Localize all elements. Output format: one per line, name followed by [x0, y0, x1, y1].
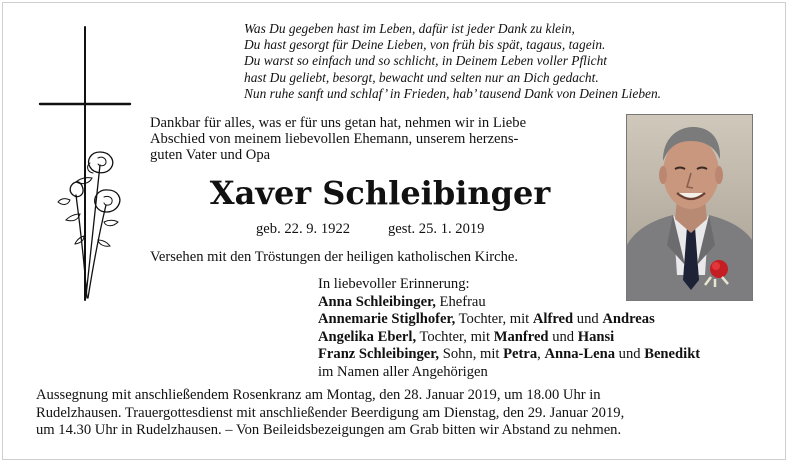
connector-text: und — [615, 346, 645, 363]
connector-text: und — [548, 328, 578, 345]
connector-text: , — [537, 346, 545, 363]
mourner-relation: Tochter, mit — [416, 328, 494, 345]
mourner-name: Angelika Eberl, — [318, 328, 417, 345]
deceased-name: Xaver Schleibinger — [209, 174, 551, 212]
family-member-name: Hansi — [577, 328, 615, 345]
sacrament-note: Versehen mit den Tröstungen der heiligen katholischen Kirche. — [150, 249, 519, 265]
mourner-relation: Ehefrau — [435, 293, 486, 310]
poem-line: Was Du gegeben hast im Leben, dafür ist jeder Dank zu klein, — [244, 21, 575, 36]
family-member-name: Petra — [503, 346, 538, 363]
funeral-service-details — [36, 387, 756, 440]
mourner-row — [318, 311, 768, 329]
birth-date: geb. 22. 9. 1922 — [256, 221, 351, 237]
mourners-heading: In liebevoller Erinnerung: — [318, 276, 470, 292]
mourner-name: Annemarie Stiglhofer, — [318, 311, 456, 328]
mourners-closing: im Namen aller Angehörigen — [318, 363, 488, 380]
mourner-name: Franz Schleibinger, — [318, 346, 440, 363]
service-line: Aussegnung mit anschließendem Rosenkranz am Montag, den 28. Januar 2019, um 18.00 Uhr in — [36, 387, 601, 403]
mourners-list — [318, 276, 768, 382]
service-line: Rudelzhausen. Trauergottesdienst mit anschließender Beerdigung am Dienstag, den 29. Januar 2019, — [36, 404, 625, 421]
mourner-name: Anna Schleibinger, — [318, 293, 436, 310]
death-date: gest. 25. 1. 2019 — [388, 221, 485, 237]
service-line: um 14.30 Uhr in Rudelzhausen. – Von Beileidsbezeigungen am Grab bitten wir Abstand zu nehmen. — [36, 422, 622, 439]
family-member-name: Benedikt — [644, 346, 701, 363]
memorial-poem — [244, 21, 764, 102]
mourner-row — [318, 346, 768, 364]
poem-line: Du hast gesorgt für Deine Lieben, von früh bis spät, tagaus, tagein. — [244, 37, 606, 53]
family-member-name: Manfred — [493, 328, 549, 345]
portrait-photo — [626, 114, 753, 301]
family-member-name: Andreas — [602, 311, 655, 328]
poem-line: Du warst so einfach und so schlicht, in Deinem Leben voller Pflicht — [244, 53, 607, 69]
poem-line: Nun ruhe sanft und schlaf’ in Frieden, hab’ tausend Dank von Deinen Lieben. — [244, 85, 662, 101]
farewell-text — [150, 115, 610, 164]
farewell-line: Dankbar für alles, was er für uns getan hat, nehmen wir in Liebe — [150, 115, 527, 131]
mourner-relation: Tochter, mit — [455, 311, 533, 328]
family-member-name: Alfred — [532, 311, 574, 328]
mourner-row — [318, 294, 768, 312]
poem-line: hast Du geliebt, besorgt, bewacht und selten nur an Dich gedacht. — [244, 69, 599, 85]
farewell-line: Abschied von meinem liebevollen Ehemann, unserem herzens- — [150, 131, 519, 148]
farewell-line: guten Vater und Opa — [150, 147, 271, 164]
mourner-row — [318, 329, 768, 347]
mourner-relation: Sohn, mit — [439, 346, 504, 363]
family-member-name: Anna-Lena — [544, 346, 616, 363]
connector-text: und — [573, 311, 603, 328]
cross-with-roses-icon — [0, 0, 150, 330]
